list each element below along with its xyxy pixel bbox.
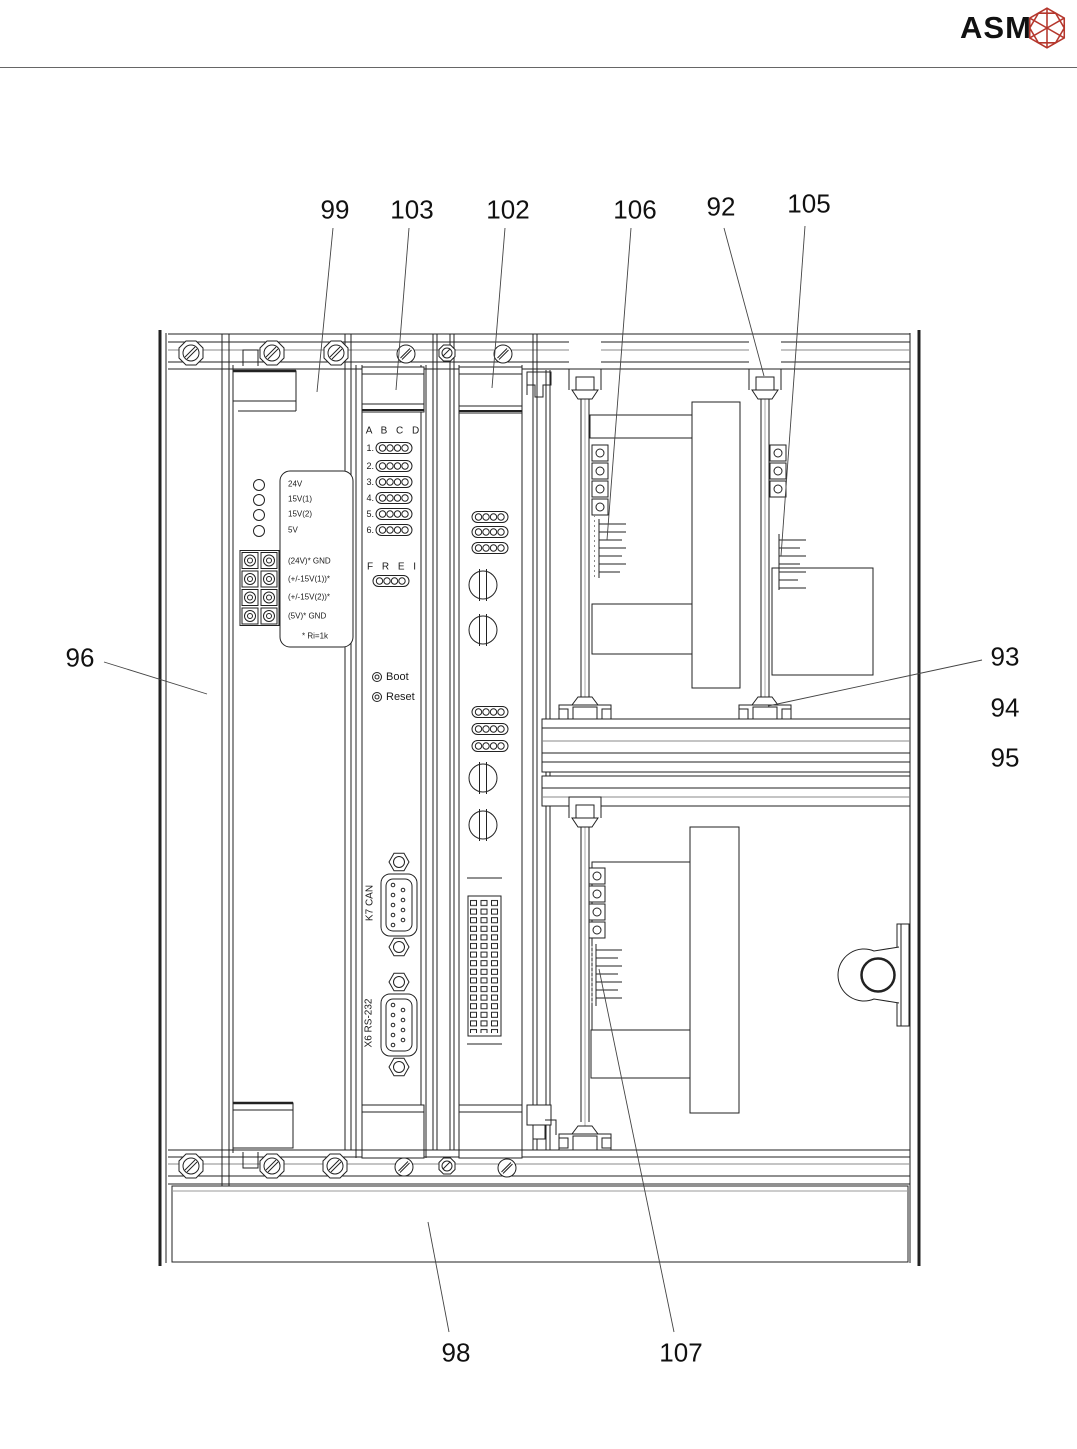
- upper-cross-bar: [590, 415, 692, 438]
- rs232-connector: [381, 973, 417, 1075]
- callout-102: 102: [486, 194, 530, 225]
- bottom-panel: [172, 1186, 908, 1262]
- upper-tall-module: [692, 402, 740, 688]
- row-number-5: 5.: [366, 509, 374, 519]
- callout-98: 98: [441, 1337, 471, 1368]
- can-connector: [381, 853, 417, 955]
- callout-99: 99: [320, 194, 350, 225]
- brand-text: ASM: [960, 10, 1032, 45]
- power-terminal-block: [240, 551, 279, 626]
- can-label: K7 CAN: [364, 884, 376, 922]
- upper-right-module: [772, 568, 873, 675]
- callout-94: 94: [990, 692, 1020, 723]
- frei-label: F R E I: [366, 561, 420, 573]
- terminal-note: * Ri=1k: [302, 631, 329, 641]
- terminal-label-15v2: (+/-15V(2))*: [288, 592, 331, 602]
- upper-chamber: [559, 335, 873, 721]
- interface-card: [459, 367, 522, 1158]
- reset-label: Reset: [386, 691, 415, 703]
- boot-label: Boot: [386, 671, 409, 683]
- callout-105: 105: [787, 188, 831, 219]
- callout-95: 95: [990, 742, 1020, 773]
- row-number-3: 3.: [366, 477, 374, 487]
- sensor-strip-left: [592, 445, 608, 515]
- sensor-strip-right: [770, 445, 786, 497]
- contact-comb-left: [595, 515, 627, 580]
- lower-left-module: [591, 1030, 690, 1078]
- terminal-label-5v: (5V)* GND: [288, 611, 327, 621]
- row-number-6: 6.: [366, 525, 374, 535]
- left-flange: [160, 330, 166, 1266]
- callout-96: 96: [65, 642, 95, 673]
- row-number-2: 2.: [366, 461, 374, 471]
- row-number-4: 4.: [366, 493, 374, 503]
- callout-92: 92: [706, 191, 736, 222]
- backplane-pin-connector: [468, 896, 501, 1036]
- terminal-label-15v1: (+/-15V(1))*: [288, 574, 331, 584]
- column-header-abcd: A B C D: [365, 425, 423, 437]
- upper-left-module: [592, 604, 692, 654]
- callout-103: 103: [390, 194, 434, 225]
- terminal-label-24v: (24V)* GND: [288, 556, 331, 566]
- led-label-15v1: 15V(1): [288, 494, 313, 504]
- led-label-5v: 5V: [288, 525, 298, 535]
- rail-screws: [179, 341, 516, 1178]
- callout-107: 107: [659, 1337, 703, 1368]
- rs232-label: X6 RS-232: [363, 998, 375, 1048]
- power-card: [233, 350, 353, 1168]
- callout-93: 93: [990, 641, 1020, 672]
- right-flange: [910, 330, 919, 1266]
- led-label-15v2: 15V(2): [288, 509, 313, 519]
- led-label-24v: 24V: [288, 479, 303, 489]
- callout-106: 106: [613, 194, 657, 225]
- side-handle: [838, 924, 909, 1026]
- lower-tall-module: [690, 827, 739, 1113]
- row-number-1: 1.: [366, 443, 374, 453]
